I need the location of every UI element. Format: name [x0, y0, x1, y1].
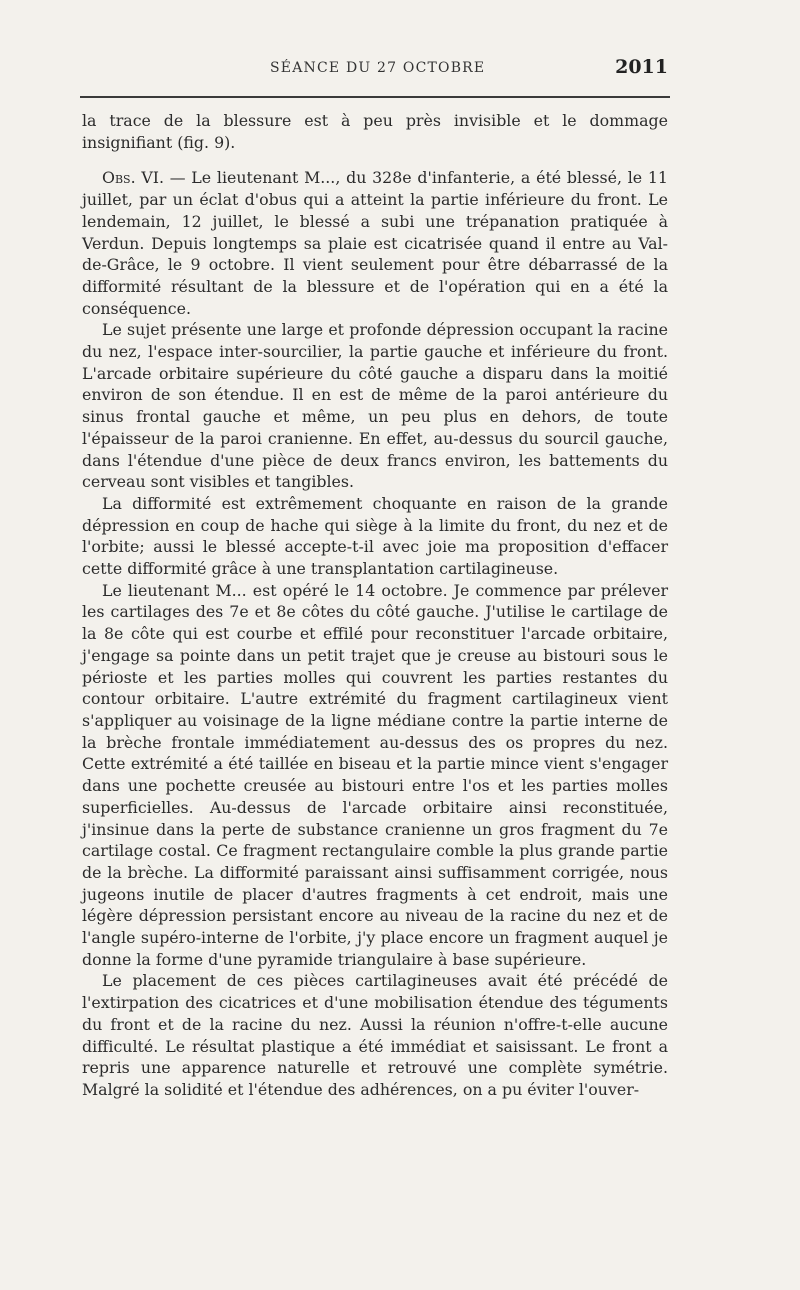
paragraph-continuation: la trace de la blessure est à peu près invisible et le dommage insignifiant (fig. 9). [82, 111, 668, 152]
paragraph-operation: Le lieutenant M... est opéré le 14 octobre. Je commence par prélever les cartilages des 7e et 8e côtes du côté gauche. J'utilise le cartilage de la 8e côte qui est courbe et effilé pour reconstituer l'arcade orbitaire, j'engage sa pointe dans un petit trajet que je creuse au bistouri sous le périoste et les parties molles qui couvrent les parties restantes du contour orbitaire. L'autre extrémité du fragment cartilagineux vient s'appliquer au voisinage de la ligne médiane contre la partie interne de la brèche frontale immédiatement au-dessus des os propres du nez. Cette extrémité a été taillée en biseau et la partie mince vient s'engager dans une pochette creusée au bistouri entre l'os et les parties molles superficielles. Au-dessus de l'arcade orbitaire ainsi reconstituée, j'insinue dans la perte de substance cranienne un gros fragment du 7e cartilage costal. Ce fragment rectangulaire comble la plus grande partie de la brèche. La difformité paraissant ainsi suffisamment corrigée, nous jugeons inutile de placer d'autres fragments à cet endroit, mais une légère dépression persistant encore au niveau de la racine du nez et de l'angle supéro-interne de l'orbite, j'y place encore un fragment auquel je donne la forme d'une pyramide triangulaire à base supérieure. [82, 580, 668, 969]
body-text [82, 110, 668, 1101]
paragraph-deformity: La difformité est extrêmement choquante en raison de la grande dépression en coup de hache qui siège à la limite du front, du nez et de l'orbite; aussi le blessé accepte-t-il avec joie ma proposition d'effacer cette difformité grâce à une transplantation cartilagineuse. [82, 493, 668, 579]
page-number: 2011 [615, 56, 668, 78]
paragraph-observation [82, 167, 668, 319]
observation-text: — Le lieutenant M..., du 328e d'infanterie, a été blessé, le 11 juillet, par un éclat d'obus qui a atteint la partie inférieure du front. Le lendemain, 12 juillet, le blessé a subi une trépanation pratiquée à Verdun. Depuis longtemps sa plaie est cicatrisée quand il entre au Val-de-Grâce, le 9 octobre. Il vient seulement pour être débarrassé de la difformité résultant de la blessure et de l'opération qui en a été la conséquence. [82, 168, 668, 318]
header-rule [80, 96, 670, 98]
paragraph-description: Le sujet présente une large et profonde dépression occupant la racine du nez, l'espace inter-sourcilier, la partie gauche et inférieure du front. L'arcade orbitaire supérieure du côté gauche a disparu dans la moitié environ de son étendue. Il en est de même de la paroi antérieure du sinus frontal gauche et même, un peu plus en dehors, de toute l'épaisseur de la paroi cranienne. En effet, au-dessus du sourcil gauche, dans l'étendue d'une pièce de deux francs environ, les battements du cerveau sont visibles et tangibles. [82, 320, 668, 492]
observation-label: Obs. VI. [102, 168, 165, 188]
page-header [80, 58, 670, 84]
running-title: SÉANCE DU 27 OCTOBRE [270, 60, 486, 76]
paragraph-result: Le placement de ces pièces cartilagineuses avait été précédé de l'extirpation des cicatrices et d'une mobilisation étendue des téguments du front et de la racine du nez. Aussi la réunion n'offre-t-elle aucune difficulté. Le résultat plastique a été immédiat et saisissant. Le front a repris une apparence naturelle et retrouvé une complète symétrie. Malgré la solidité et l'étendue des adhérences, on a pu éviter l'ouver- [82, 971, 668, 1099]
